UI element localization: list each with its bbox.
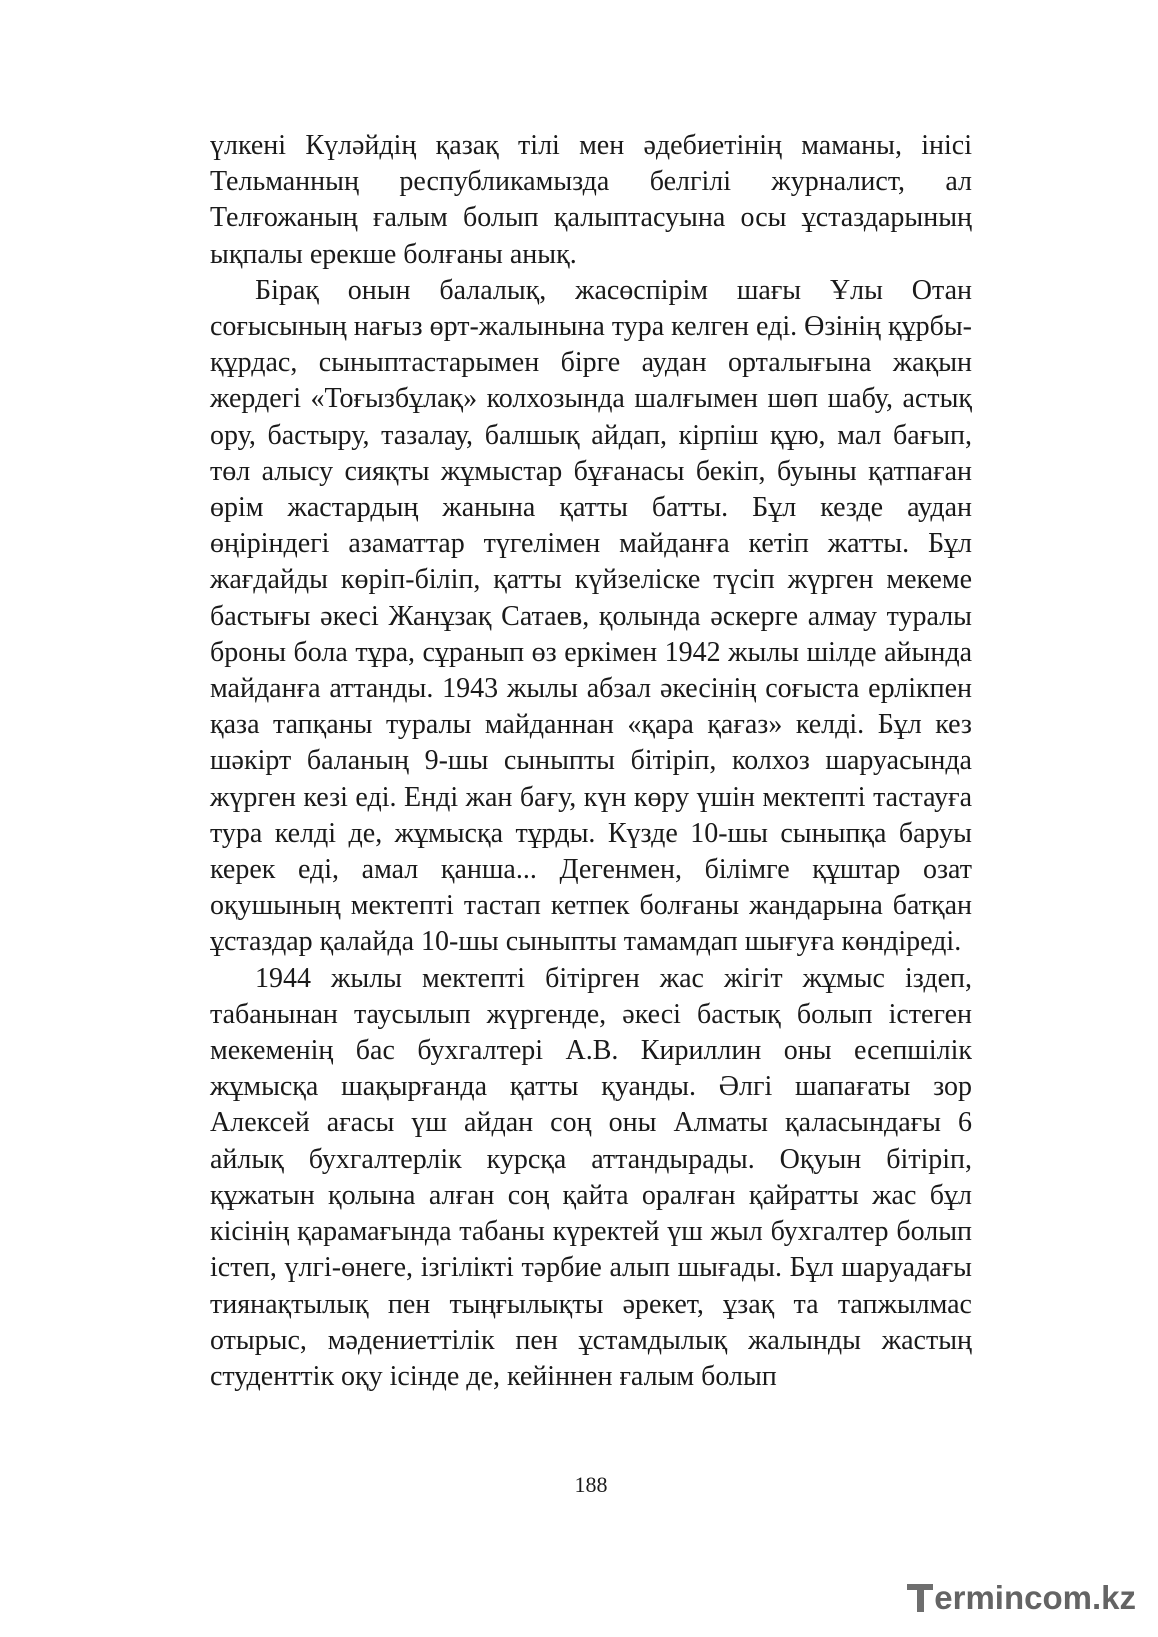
paragraph: Бірақ онын балалық, жасөспірім шағы Ұлы Отан соғысының нағыз өрт-жалынына тура келген еді. Өзінің құрбы-құрдас, сыныптастарымен бірге аудан орталығына жақын жердегі «Тоғызбұлақ» колхозында шалғымен шөп шабу, астық ору, бастыру, тазалау, балшық айдап, кірпіш құю, мал бағып, төл алысу сияқты жұмыстар бұғанасы бекіп, буыны қатпаған өрім жастардың жанына қатты батты. Бұл кезде аудан өңіріндегі азаматтар түгелімен майданға кетіп жатты. Бұл жағдайды көріп-біліп, қатты күйзеліске түсіп жүрген мекеме бастығы әкесі Жанұзақ Сатаев, қолында әскерге алмау туралы броны бола тұра, сұранып өз еркімен 1942 жылы шілде айында майданға аттанды. 1943 жылы абзал әкесінің соғыста ерлікпен қаза тапқаны туралы майданнан «қара қағаз» келді. Бұл кез шәкірт баланың 9-шы сыныпты бітіріп, колхоз шаруасында жүрген кезі еді. Енді жан бағу, күн көру үшін мектепті тастауға тура келді де, жұмысқа тұрды. Күзде 10-шы сыныпқа баруы керек еді, амал қанша... Дегенмен, білімге құштар озат оқушының мектепті тастап кетпек болғаны жандарына батқан ұстаздар қалайда 10-шы сыныпты тамамдап шығуға көндіреді. [210, 274, 972, 958]
t-letter-logo-icon [907, 1582, 933, 1614]
page-number: 188 [574, 1472, 608, 1497]
paragraph-continuation: үлкені Күләйдің қазақ тілі мен әдебиетінің маманы, інісі Тельманның республикамызда белгілі журналист, ал Телғожаның ғалым болып қалыптасуына осы ұстаздарының ықпалы ерекше болғаны анық. [210, 130, 972, 270]
watermark-text: ermincom.kz [934, 1579, 1136, 1616]
watermark-logo [907, 1579, 1136, 1617]
paragraph: 1944 жылы мектепті бітірген жас жігіт жұмыс іздеп, табанынан таусылып жүргенде, әкесі бастық болып істеген мекеменің бас бухгалтері А.В. Кириллин оны есепшілік жұмысқа шақырғанда қатты қуанды. Әлгі шапағаты зор Алексей ағасы үш айдан соң оны Алматы қаласындағы 6 айлық бухгалтерлік курсқа аттандырады. Оқуын бітіріп, құжатын қолына алған соң қайта оралған қайратты жас бұл кісінің қарамағында табаны күректей үш жыл бухгалтер болып істеп, үлгі-өнеге, ізгілікті тәрбие алып шығады. Бұл шаруадағы тиянақтылық пен тыңғылықты әрекет, ұзақ та тапжылмас отырыс, мәдениеттілік пен ұстамдылық жалынды жастың студенттік оқу ісінде де, кейіннен ғалым болып [210, 962, 972, 1392]
body-text [210, 128, 972, 1395]
